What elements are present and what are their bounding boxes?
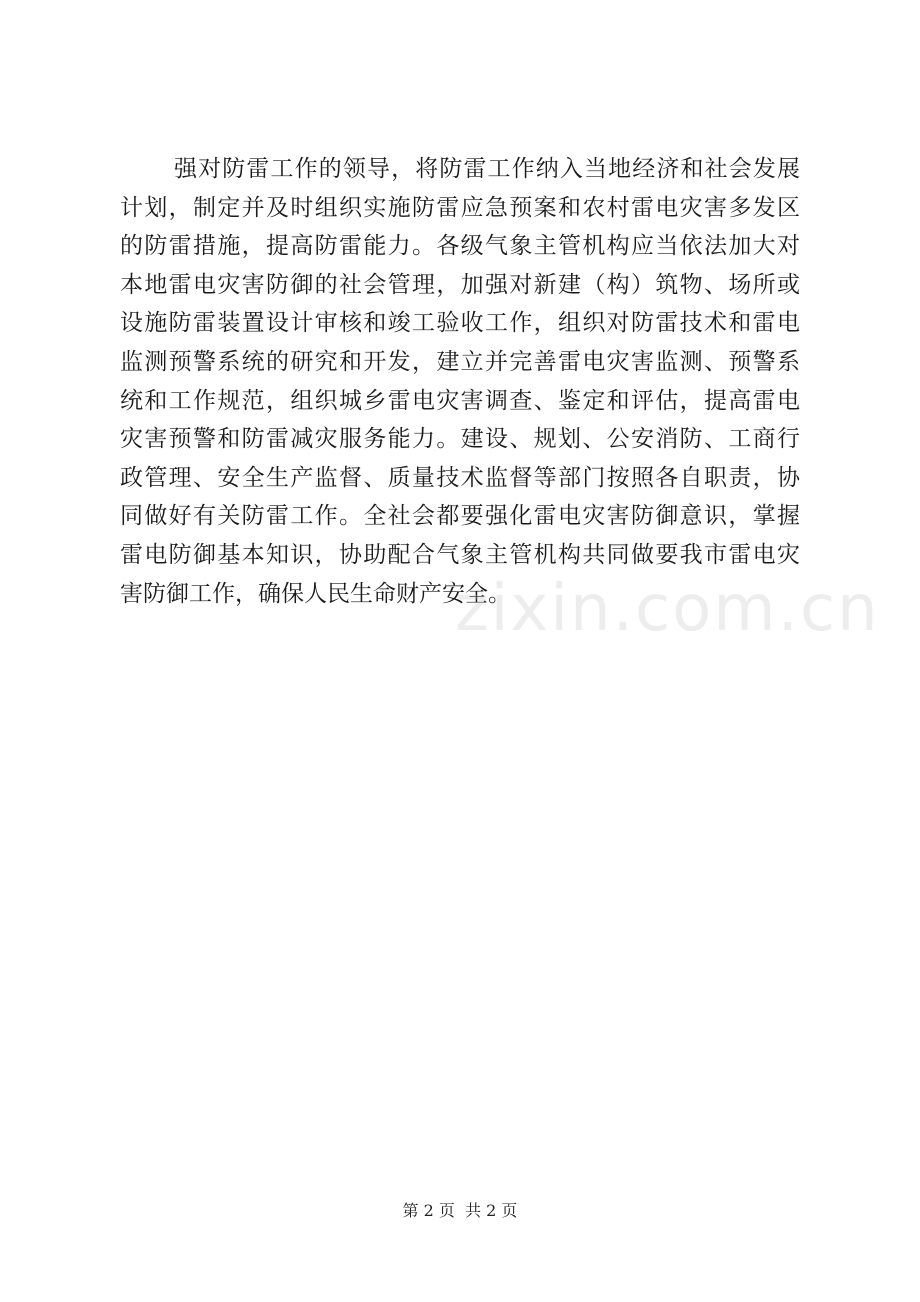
page-number-footer: 第 2 页 共 2 页 [402,1201,518,1220]
paragraph-line: 监测预警系统的研究和开发，建立并完善雷电灾害监测、预警系 [120,348,800,375]
paragraph-line: 计划，制定并及时组织实施防雷应急预案和农村雷电灾害多发区 [120,194,800,221]
paragraph-line: 雷电防御基本知识，协助配合气象主管机构共同做要我市雷电灾 [120,541,800,568]
paragraph-line: 同做好有关防雷工作。全社会都要强化雷电灾害防御意识，掌握 [120,503,800,530]
paragraph-line: 强对防雷工作的领导，将防雷工作纳入当地经济和社会发展 [174,156,800,182]
paragraph-line: 政管理、安全生产监督、质量技术监督等部门按照各自职责，协 [120,464,800,491]
paragraph-line: 统和工作规范，组织城乡雷电灾害调查、鉴定和评估，提高雷电 [120,387,800,414]
paragraph-line: 的防雷措施，提高防雷能力。各级气象主管机构应当依法加大对 [120,233,800,260]
paragraph-line: 设施防雷装置设计审核和竣工验收工作，组织对防雷技术和雷电 [120,310,800,337]
body-paragraph [120,150,800,613]
paragraph-line: 本地雷电灾害防御的社会管理，加强对新建（构）筑物、场所或 [120,271,800,298]
paragraph-line: 灾害预警和防雷减灾服务能力。建设、规划、公安消防、工商行 [120,426,800,453]
paragraph-line: 害防御工作，确保人民生命财产安全。 [120,580,511,607]
watermark: zixin.com.cn [455,572,880,646]
